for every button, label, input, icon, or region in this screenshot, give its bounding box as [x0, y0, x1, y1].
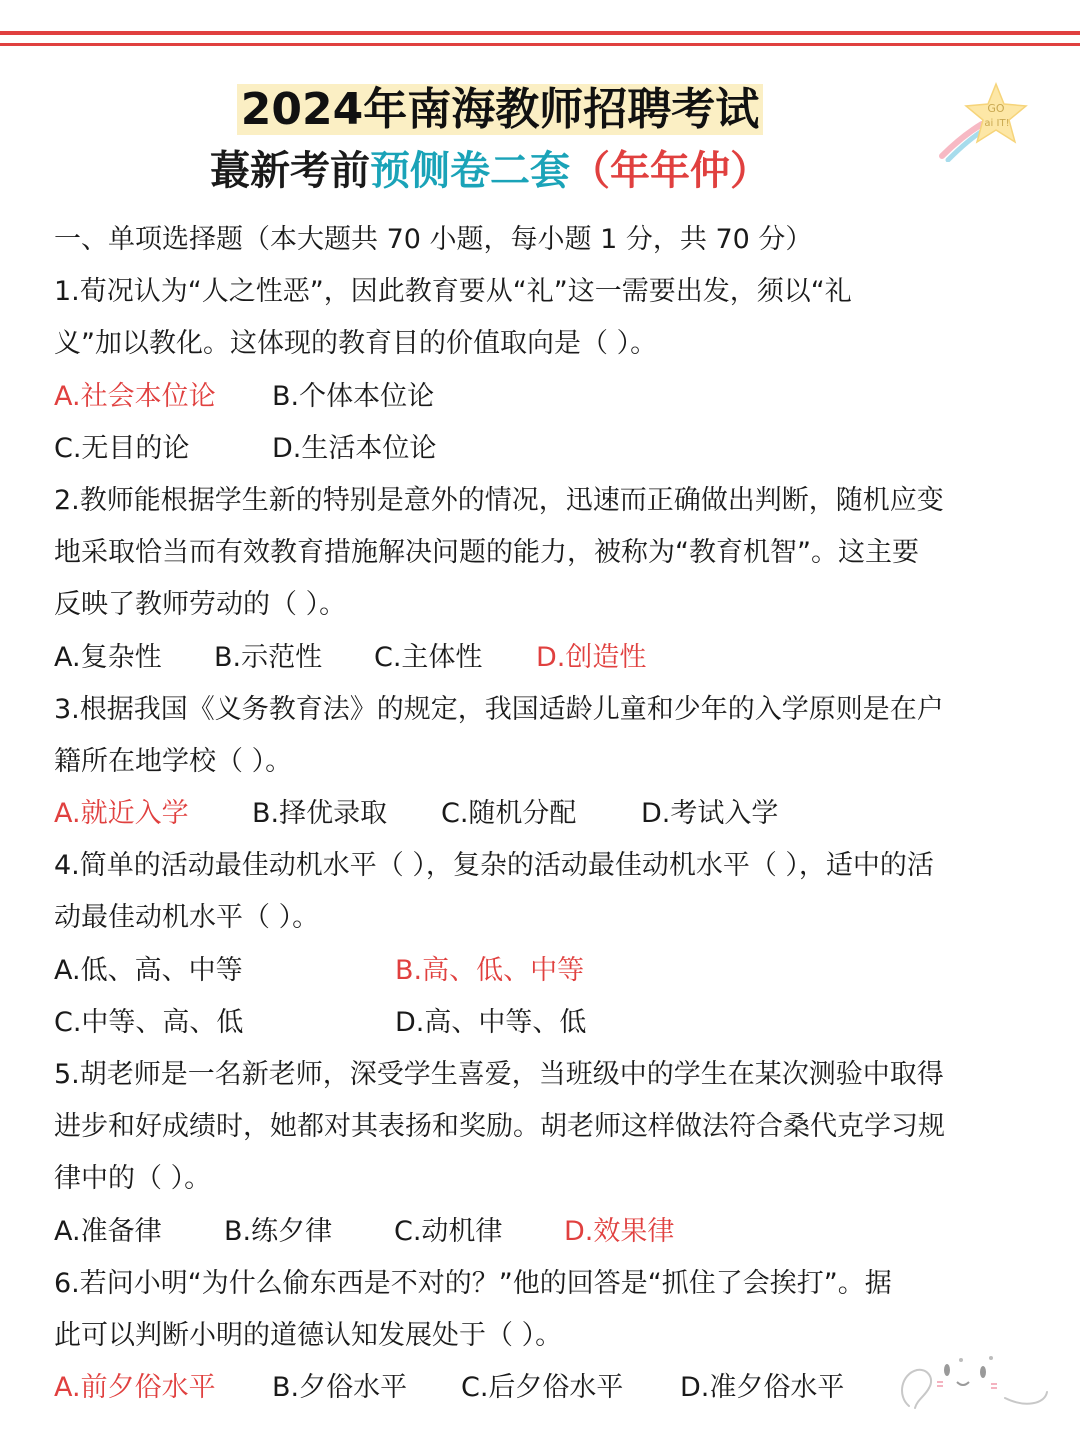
- question-2-option-b: B.示范性: [214, 641, 323, 673]
- question-6-option-d: D.准夕俗水平: [680, 1372, 845, 1404]
- question-list: [54, 214, 1044, 1414]
- question-4-option-d: D.高、中等、低: [395, 1006, 587, 1038]
- header-rule-bottom: [0, 43, 1080, 46]
- question-5-option-b: B.练夕律: [224, 1215, 333, 1247]
- question-4-options-row-2: [54, 997, 1044, 1049]
- page-title-text: 2024年南海教师招聘考试: [237, 84, 763, 135]
- question-2-stem-line-2: 地采取恰当而有效教育措施解决问题的能力，被称为“教育机智”。这主要: [54, 537, 919, 569]
- subtitle-part-1: 蕞新考前: [210, 148, 370, 194]
- question-5-stem-line-2: 进步和好成绩时，她都对其表扬和奖励。胡老师这样做法符合桑代克学习规: [54, 1111, 945, 1143]
- question-1: [54, 266, 1044, 475]
- question-5-stem-line-1: 5.胡老师是一名新老师，深受学生喜爱，当班级中的学生在某次测验中取得: [54, 1059, 944, 1090]
- question-6-option-c: C.后夕俗水平: [461, 1372, 624, 1404]
- question-6-stem-line-2: 此可以判断小明的道德认知发展处于（ ）。: [54, 1319, 563, 1351]
- question-1-option-b: B.个体本位论: [272, 380, 435, 412]
- question-5-stem-line-3: 律中的（ ）。: [54, 1163, 212, 1195]
- question-3: [54, 684, 1044, 841]
- question-5-options-row-1: [54, 1206, 1044, 1258]
- subtitle-part-2: 预侧卷二套: [370, 148, 570, 194]
- question-2-option-a: A.复杂性: [54, 641, 162, 673]
- question-2-stem-line-3: 反映了教师劳动的（ ）。: [54, 589, 347, 621]
- question-4-stem-line-2: 动最佳动机水平（ ）。: [54, 902, 320, 934]
- question-3-stem-line-1: 3.根据我国《义务教育法》的规定，我国适龄儿童和少年的入学原则是在户: [54, 693, 944, 725]
- question-4-option-b: B.高、低、中等: [395, 954, 585, 986]
- question-6-stem-line-1: 6.若问小明“为什么偷东西是不对的？”他的回答是“抓住了会挨打”。据: [54, 1267, 892, 1299]
- question-2-stem-line-1: 2.教师能根据学生新的特别是意外的情况，迅速而正确做出判断，随机应变: [54, 484, 944, 516]
- header-rule-top: [0, 31, 1080, 35]
- question-1-stem-line-1: 1.荀况认为“人之性恶”，因此教育要从“礼”这一需要出发，须以“礼: [54, 276, 852, 308]
- page-title: [0, 82, 1000, 138]
- question-6-option-a: A.前夕俗水平: [54, 1372, 216, 1404]
- question-1-options-row-1: [54, 371, 1044, 423]
- question-4-option-a: A.低、高、中等: [54, 954, 243, 986]
- question-4-option-c: C.中等、高、低: [54, 1006, 244, 1038]
- sticker-text-bottom: ai IT!: [984, 118, 1010, 129]
- question-1-option-a: A.社会本位论: [54, 380, 216, 412]
- question-4-options-row-1: [54, 945, 1044, 997]
- question-1-options-row-2: [54, 423, 1044, 475]
- question-5-option-a: A.准备律: [54, 1215, 162, 1247]
- question-6-option-b: B.夕俗水平: [272, 1372, 408, 1404]
- question-2-option-c: C.主体性: [374, 641, 483, 673]
- question-3-options-row-1: [54, 788, 1044, 840]
- question-1-option-c: C.无目的论: [54, 432, 190, 464]
- go-it-star-sticker-icon: [938, 80, 1030, 162]
- question-2: [54, 475, 1044, 684]
- question-5: [54, 1049, 1044, 1258]
- page-subtitle: [0, 143, 980, 199]
- question-1-option-d: D.生活本位论: [272, 432, 437, 464]
- question-2-options-row-1: [54, 632, 1044, 684]
- cute-face-doodle-icon: [895, 1348, 1055, 1418]
- question-3-option-a: A.就近入学: [54, 798, 189, 830]
- question-4: [54, 840, 1044, 1049]
- section-heading: 一、单项选择题（本大题共 70 小题，每小题 1 分，共 70 分）: [54, 224, 813, 255]
- question-4-stem-line-1: 4.简单的活动最佳动机水平（ ），复杂的活动最佳动机水平（ ），适中的活: [54, 850, 934, 882]
- question-3-stem-line-2: 籍所在地学校（ ）。: [54, 745, 293, 777]
- question-2-option-d: D.创造性: [536, 641, 647, 673]
- sticker-text-top: GO: [987, 102, 1005, 115]
- question-3-option-d: D.考试入学: [641, 798, 779, 830]
- question-5-option-d: D.效果律: [564, 1215, 675, 1247]
- question-3-option-c: C.随机分配: [441, 798, 577, 830]
- question-1-stem-line-2: 义”加以教化。这体现的教育目的价值取向是（ ）。: [54, 328, 658, 360]
- question-3-option-b: B.择优录取: [252, 798, 388, 830]
- subtitle-part-3: （年年仲）: [570, 148, 770, 194]
- question-5-option-c: C.动机律: [394, 1215, 503, 1247]
